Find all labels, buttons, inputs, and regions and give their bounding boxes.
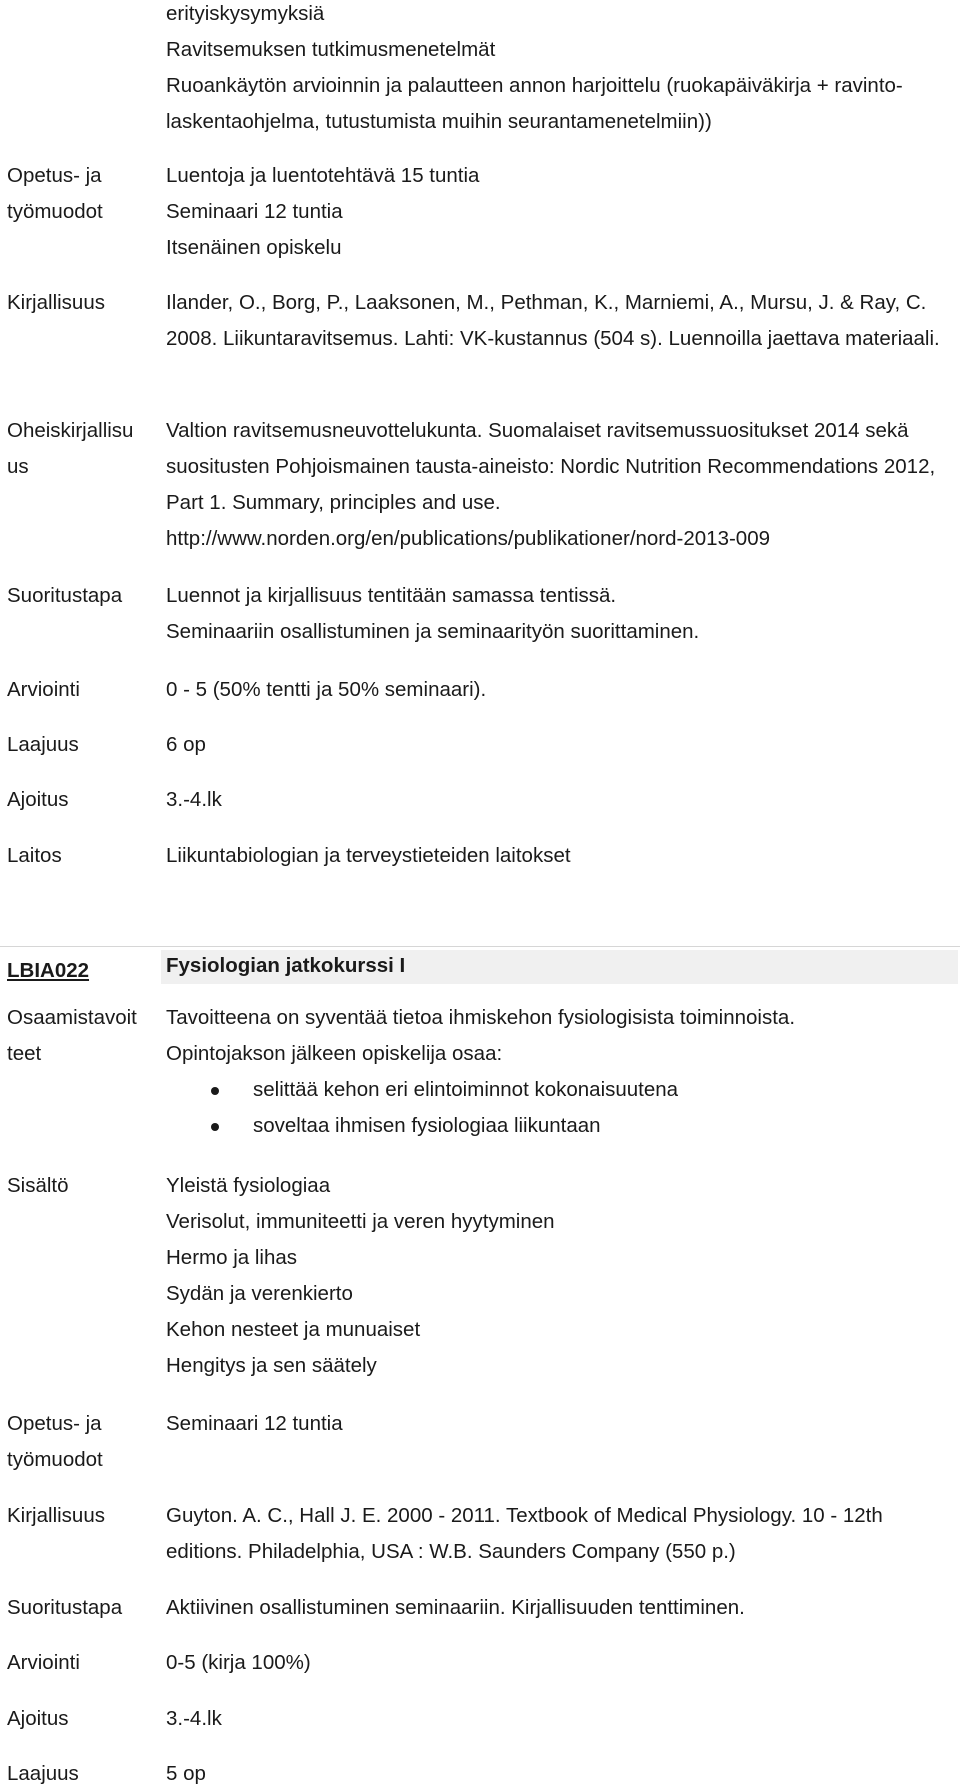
row-label: Laitos bbox=[7, 844, 62, 867]
row-value: 0 - 5 (50% tentti ja 50% seminaari). bbox=[166, 678, 487, 701]
bullet-icon bbox=[211, 1087, 219, 1095]
row-label: Arviointi bbox=[7, 678, 80, 701]
course-title-bar bbox=[161, 950, 958, 984]
content-line: Ravitsemuksen tutkimusmenetelmät bbox=[166, 38, 496, 61]
row-value: Luentoja ja luentotehtävä 15 tuntia Seminaari 12 tuntia Itsenäinen opiskelu bbox=[166, 164, 480, 259]
row-label: Kirjallisuus bbox=[7, 1504, 105, 1527]
row-label: Ajoitus bbox=[7, 1707, 69, 1730]
course-title: Fysiologian jatkokurssi I bbox=[166, 954, 406, 977]
content-line: Kehon nesteet ja munuaiset bbox=[166, 1318, 421, 1341]
row-label: Opetus- ja työmuodot bbox=[7, 1412, 103, 1471]
row-value: Seminaari 12 tuntia bbox=[166, 1412, 343, 1435]
row-label: Osaamistavoit teet bbox=[7, 1006, 137, 1065]
row-value: Luennot ja kirjallisuus tentitään samassa tentissä. Seminaariin osallistuminen ja seminaarityön suorittaminen. bbox=[166, 584, 700, 643]
content-line: Ruoankäytön arvioinnin ja palautteen annon harjoittelu (ruokapäiväkirja + ravinto- bbox=[166, 74, 903, 97]
row-value: Guyton. A. C., Hall J. E. 2000 - 2011. Textbook of Medical Physiology. 10 - 12th editions. Philadelphia, USA : W.B. Saunders Company (550 p.) bbox=[166, 1504, 883, 1563]
row-label: Opetus- ja työmuodot bbox=[7, 164, 103, 223]
row-label: Suoritustapa bbox=[7, 1596, 123, 1619]
content-line: erityiskysymyksiä bbox=[166, 2, 325, 25]
row-label: Oheiskirjallisu us bbox=[7, 419, 134, 478]
row-value: 5 op bbox=[166, 1762, 206, 1785]
row-value: Ilander, O., Borg, P., Laaksonen, M., Pethman, K., Marniemi, A., Mursu, J. & Ray, C. 2008. Liikuntaravitsemus. Lahti: VK-kustannus (504 s). Luennoilla jaettava materiaali. bbox=[166, 291, 940, 350]
course-code: LBIA022 bbox=[7, 959, 90, 982]
course-header bbox=[0, 946, 960, 985]
row-value: Aktiivinen osallistuminen seminaariin. Kirjallisuuden tenttiminen. bbox=[166, 1596, 745, 1619]
content-line: Sydän ja verenkierto bbox=[166, 1282, 353, 1305]
content-line: Hengitys ja sen säätely bbox=[166, 1354, 377, 1377]
reference-link[interactable]: http://www.norden.org/en/publications/publikationer/nord-2013-009 bbox=[166, 527, 770, 550]
list-item: soveltaa ihmisen fysiologiaa liikuntaan bbox=[166, 1108, 956, 1144]
prev-content-values bbox=[166, 0, 956, 140]
row-value: 3.-4.lk bbox=[166, 1707, 222, 1730]
list-item: selittää kehon eri elintoiminnot kokonaisuutena bbox=[166, 1072, 956, 1108]
outcomes-list bbox=[166, 1072, 956, 1144]
row-label: Arviointi bbox=[7, 1651, 80, 1674]
row-value: Liikuntabiologian ja terveystieteiden laitokset bbox=[166, 844, 571, 867]
row-label: Suoritustapa bbox=[7, 584, 123, 607]
content-line: laskentaohjelma, tutustumista muihin seurantamenetelmiin)) bbox=[166, 110, 712, 133]
row-label: Ajoitus bbox=[7, 788, 69, 811]
content-line: Yleistä fysiologiaa bbox=[166, 1174, 331, 1197]
row-label: Kirjallisuus bbox=[7, 291, 105, 314]
row-label: Laajuus bbox=[7, 1762, 79, 1785]
row-value: Tavoitteena on syventää tietoa ihmiskehon fysiologisista toiminnoista. Opintojakson jälkeen opiskelija osaa: selittää kehon eri elintoiminnot kokonaisuutena soveltaa ihmisen fysiologiaa liikuntaan bbox=[166, 1000, 956, 1144]
bullet-icon bbox=[211, 1123, 219, 1131]
row-value: 0-5 (kirja 100%) bbox=[166, 1651, 311, 1674]
row-value: Valtion ravitsemusneuvottelukunta. Suomalaiset ravitsemussuositukset 2014 sekä suositusten Pohjoismainen tausta-aineisto: Nordic Nutrition Recommendations 2012, Part 1. Summary, principles and use. http://www.norden.org/en/publications/publikationer/nord-2013-009 bbox=[166, 413, 956, 557]
row-label: Laajuus bbox=[7, 733, 79, 756]
row-value: 6 op bbox=[166, 733, 206, 756]
content-line: Hermo ja lihas bbox=[166, 1246, 298, 1269]
row-label: Sisältö bbox=[7, 1174, 69, 1197]
row-value bbox=[166, 1168, 956, 1384]
row-value: 3.-4.lk bbox=[166, 788, 222, 811]
content-line: Verisolut, immuniteetti ja veren hyytyminen bbox=[166, 1210, 555, 1233]
